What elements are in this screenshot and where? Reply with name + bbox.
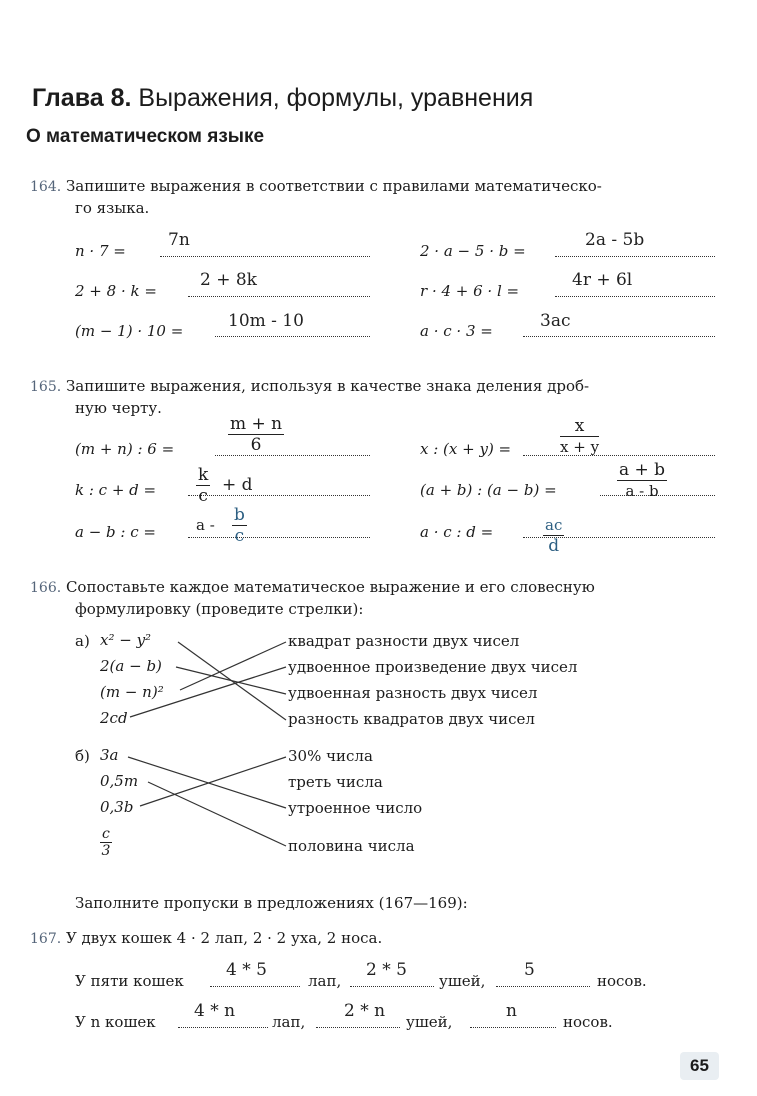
task-167-line2-start: У пяти кошек (75, 972, 184, 990)
part-b-label: б) (75, 747, 90, 765)
task-167-line1: 167. У двух кошек 4 · 2 лап, 2 · 2 уха, 2 носа. (30, 929, 383, 947)
arrow-a3-to-a1 (180, 642, 286, 690)
expr-165-3-right: a · c : d = (420, 523, 494, 541)
word-ears: ушей, (439, 972, 486, 990)
section-title: О математическом языке (26, 126, 265, 147)
word-ears-n: ушей, (406, 1013, 453, 1031)
word-legs: лап, (308, 972, 342, 990)
page-number: 65 (680, 1052, 719, 1080)
task-166-text: 166. Сопоставьте каждое математическое выражение и его словесную (30, 578, 595, 596)
expr-b-4: c 3 (101, 826, 111, 859)
answer-167-3: 5 (524, 960, 535, 980)
expr-165-2-right: (a + b) : (a − b) = (420, 481, 557, 499)
expr-165-2-left: k : c + d = (75, 481, 157, 499)
phrase-a-4: разность квадратов двух чисел (288, 710, 535, 728)
task-165-number: 165. (30, 379, 62, 395)
task-164-text: 164. Запишите выражения в соответствии с правилами математическо- (30, 177, 602, 195)
answer-165-3-left: b c (234, 505, 245, 546)
phrase-b-1: 30% числа (288, 747, 373, 765)
answer-164-1-left: 7n (168, 230, 190, 250)
answer-165-3-left-head: a - (196, 516, 215, 534)
word-noses: носов. (597, 972, 647, 990)
answer-167-4: 4 * n (194, 1001, 236, 1021)
answer-165-3-right: ac d (545, 516, 563, 556)
chapter-title: Выражения, формулы, уравнения (138, 84, 534, 112)
phrase-b-3: утроенное число (288, 799, 423, 817)
expr-a-1: x² − y² (100, 631, 152, 649)
expr-164-2-left: 2 + 8 · k = (75, 282, 157, 300)
answer-165-1-right: x x + y (560, 416, 600, 456)
answer-167-1: 4 * 5 (226, 960, 267, 980)
answer-164-3-right: 3ac (540, 311, 571, 331)
dotted-line (496, 986, 590, 987)
answer-165-2-right: a + b a - b (619, 460, 666, 500)
answer-164-1-right: 2a - 5b (585, 230, 645, 250)
expr-b-2: 0,5m (100, 772, 139, 790)
dotted-line (316, 1027, 400, 1028)
task-165-text: 165. Запишите выражения, используя в качестве знака деления дроб- (30, 377, 590, 395)
expr-b-3: 0,3b (100, 798, 134, 816)
expr-164-2-right: r · 4 + 6 · l = (420, 282, 520, 300)
expr-164-3-left: (m − 1) · 10 = (75, 322, 184, 340)
task-166-text-line2: формулировку (проведите стрелки): (75, 600, 364, 618)
phrase-a-2: удвоенное произведение двух чисел (288, 658, 578, 676)
task-167-number: 167. (30, 931, 62, 947)
arrow-b3-to-b1 (140, 757, 286, 806)
task-167-line3-start: У n кошек (75, 1013, 156, 1031)
dotted-line (470, 1027, 556, 1028)
word-legs-n: лап, (272, 1013, 306, 1031)
expr-165-3-left: a − b : c = (75, 523, 156, 541)
word-noses-n: носов. (563, 1013, 613, 1031)
arrow-a2-to-a3 (176, 667, 286, 694)
expr-a-3: (m − n)² (100, 683, 164, 701)
answer-167-2: 2 * 5 (366, 960, 407, 980)
answer-165-1-left: m + n 6 (230, 414, 283, 455)
expr-165-1-right: x : (x + y) = (420, 440, 512, 458)
expr-a-2: 2(a − b) (100, 657, 162, 675)
answer-164-2-right: 4r + 6l (572, 270, 633, 290)
dotted-line (350, 986, 434, 987)
fill-heading: Заполните пропуски в предложениях (167—169): (75, 894, 468, 912)
phrase-b-4: половина числа (288, 837, 415, 855)
chapter-number: Глава 8. (32, 84, 132, 112)
task-165-text-line2: ную черту. (75, 399, 162, 417)
task-164-text-line2: го языка. (75, 199, 150, 217)
task-164-number: 164. (30, 179, 62, 195)
expr-164-3-right: a · c · 3 = (420, 322, 493, 340)
task-166-number: 166. (30, 580, 62, 596)
expr-a-4: 2cd (100, 709, 128, 727)
phrase-a-3: удвоенная разность двух чисел (288, 684, 538, 702)
answer-167-5: 2 * n (344, 1001, 386, 1021)
phrase-a-1: квадрат разности двух чисел (288, 632, 520, 650)
expr-164-1-right: 2 · a − 5 · b = (420, 242, 526, 260)
answer-167-6: n (506, 1001, 517, 1021)
answer-165-2-left: k c (198, 465, 209, 506)
answer-164-2-left: 2 + 8k (200, 270, 257, 290)
answer-165-2-left-tail: + d (222, 475, 253, 495)
arrow-b2-to-b4 (148, 782, 286, 846)
part-a-label: а) (75, 632, 90, 650)
expr-b-1: 3a (100, 746, 119, 764)
dotted-line (210, 986, 300, 987)
answer-164-3-left: 10m - 10 (228, 311, 304, 331)
expr-164-1-left: n · 7 = (75, 242, 126, 260)
phrase-b-2: треть числа (288, 773, 383, 791)
expr-165-1-left: (m + n) : 6 = (75, 440, 175, 458)
dotted-line (178, 1027, 268, 1028)
